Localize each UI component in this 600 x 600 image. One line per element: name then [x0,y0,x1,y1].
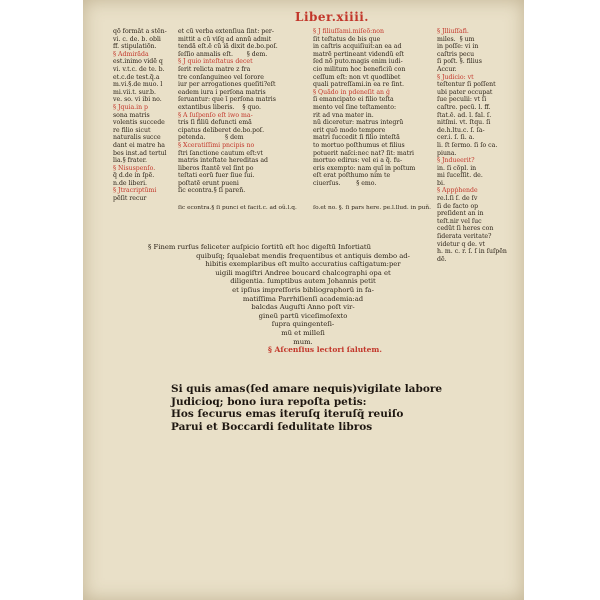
column-line: tendã eſt.ē cũ iã dixit de.bo.poſ. [178,43,278,51]
column-line: cer.i. ſ. ſi. a. [437,134,475,142]
column-line: nitſmi. vt. ſtqu. ſi [437,119,491,127]
colophon-line: hibitis exemplaribus eſt multo accuratius caſtigatum:per [205,260,401,269]
text-column-left [178,28,299,208]
colophon-line: uigili magiſtri Andree boucard chalcographi opa et [215,268,391,277]
column-line: n.de liberi. [113,179,148,187]
verse-line: Parui et Boccardi ſedulitate libros [171,420,373,433]
column-line: mi ſuceſſit. de. [437,172,483,180]
column-line: ſtri ſanctione cautum eſt:vt [178,149,263,157]
column-line: miles. § um [437,35,475,43]
column-line: ſed nõ puto.magis enim iudi- [313,58,403,66]
column-line: volentis succede [113,119,165,127]
gloss-column-left [113,28,175,208]
column-line: § J quio inteſtatus decet [178,58,253,66]
verse-line: Judicioq; bono iura repoſta petis: [171,395,367,408]
running-header: Liber.xiiii. [295,10,369,24]
column-line: petenda. § dem [178,134,244,142]
column-line: de.h.ltu.c. ſ. ſa- [437,126,485,134]
column-line: qõ formāt a stēn- [113,28,167,35]
column-line: poſtatẽ erunt pueni [178,179,239,187]
verse-line: Si quis amas(ſed amare nequis)vigilate labore [171,383,443,395]
column-line: in caſtris acquiſiuit:an ea ad [313,43,402,51]
colophon-line: mũ et milleſi [281,328,325,337]
column-line: iur per arrogationes queſiti?eſt [178,81,276,89]
column-line: teſtentur ſi poſſent [437,81,496,89]
colophon-line: gineũ partũ viceſimoſexto [258,311,348,320]
column-line: liberos ſtantẽ vel ſint po [178,164,254,172]
verse-line: Hos ſecurus emas iteruſq iteruſq̃ reuiſo [171,408,404,420]
column-line: § A ſuſpenſo eſt iwo ma- [178,111,253,119]
column-line: to mortuo poſthumus et filius [313,141,405,149]
column-line: mento vel ſine teſtamento: [313,103,397,111]
column-line: eadem iura i perſona matris [178,88,266,96]
column-line: ciuerſus. § emo. [313,179,377,187]
column-line: pẽſit recur [113,195,147,203]
column-line: § Jlliuſſafi. [437,28,469,35]
column-line: extantibus liberis. § quo. [178,103,261,111]
column-line: dant ei matre ha [113,141,165,149]
column-line: bi. [437,179,445,187]
column-line: § Admirãda [113,50,149,58]
column-line: teſtati eorũ fuer ſiue ſui. [178,172,255,180]
column-line: et.c.de test.q̃.a [113,73,160,81]
column-line: § Jtracriptũmi [113,187,157,195]
column-line: ceſſum eſt: non vt quodlibet [313,73,401,81]
column-line: Accur. [437,65,457,73]
column-line: ff. stipulatiõn. [113,43,157,51]
column-line: teſt.nir vel ſuc [437,217,482,225]
colophon-line: matiſſima Parrhiſienſi academia:ad [242,294,364,303]
column-line: potuerit naſci:nec nat? ſit: matri [313,149,415,157]
book-page [83,0,524,600]
column-line: ſic econtra.§ ſi pareñ. [178,187,246,195]
column-line: caſtre. pecũ. l. ff. [437,103,491,111]
colophon-block [138,243,468,346]
column-line: § Nisuspenſo. [113,164,156,172]
column-line: § Jndueerit? [437,157,475,165]
column-line: re filio sicut [113,126,151,134]
column-line: matrẽ pertineant videndũ eſt [313,50,404,58]
column-line: preſident an in [437,210,484,218]
column-line: nũ diceretur: matrus integrũ [313,119,404,127]
column-footer-right: ſo.et no. §. ſi pars here. pe.l.llud. in puñ. [313,205,431,211]
colophon-line: § Finem rurſus feliceter auſpicio ſortitũ eſt hoc digeſtũ Infortiatũ [148,243,372,251]
column-line: tris ſi filiũ defuncti emã [178,119,252,127]
column-line: cedũt ſi heres con [437,225,494,233]
column-line: naturalis succe [113,134,161,142]
column-line: tre conſanguineo vel ſorore [178,73,264,81]
column-line: li. ſt ſermo. ſi ſo ca. [437,141,498,149]
column-line: lia.§ frater. [113,157,148,165]
column-line: ſiderata veritate? [437,233,492,241]
column-line: matri ſuccedit ſi filio inteſtã [313,134,400,142]
column-line: et cũ verba extenſiua ſint: per- [178,28,274,35]
column-line: eris exempto: nam quĩ in poſtum [313,164,416,172]
column-line: cipatus deliberet de.bo.poſ. [178,126,265,134]
column-line: matris inteſtate hereditas ad [178,157,268,165]
column-line: cio militum hoc beneficiũ con [313,65,406,73]
column-line: re.l.ſi ſ. de ſv [437,195,478,203]
colophon-line: mum. [293,337,313,346]
column-line: bes inst.ad tertul [113,149,167,157]
column-line: ſue peculii: vt ſi [437,96,487,104]
column-line: ſtat.ē. ad. l. fal. ſ. [437,111,492,119]
column-line: § Appṗhende [437,187,478,195]
column-line: ſit teſtatus de bis que [313,35,381,43]
column-line: mittit a cũ viſq ad annũ admit [178,35,272,43]
column-line: § J filiuſſami.miſeõ:non [313,28,384,35]
column-line: ve. so. vi ibi no. [113,96,162,104]
column-line: q̃ d.de in ſpẽ. [113,172,155,180]
column-line: caſtris pecu [437,50,475,58]
column-line: ſi emancipato ei filio teſta [313,96,394,104]
verse-block [171,383,501,433]
column-line: est.inimo vidẽ q [113,58,163,66]
column-line: piuna. [437,149,457,157]
text-column-right [313,28,436,208]
colophon-line: diligentia. ſumptibus autem Johannis petit [230,277,376,286]
gloss-column-right [437,28,517,263]
column-line: ſeſſio anmalis eſt. § dem. [178,50,268,58]
column-line: m.vi.§.de muo. l [113,81,163,89]
column-line: in poſſe: vi in [437,43,479,51]
colophon-line: et ipſius impreſſoris bibliographorũ in fa- [232,285,374,294]
column-footer-left: ſic econtra.§ ſi punci et facit.c. ad oũ.l.q. [178,205,297,211]
column-line: ſerit relicta matre z fra [178,65,251,73]
column-line: erit quõ modo tempore [313,126,386,134]
colophon-line: balcdas Auguſti Anno poſt vir- [251,303,355,312]
column-line: § Judicio: vt [437,73,474,81]
colophon-line: quibuſq; ſqualebat mendis frequentibus et antiquis dembo ad- [196,251,410,260]
column-line: quali patreſſami.in ea re ſint. [313,81,404,89]
column-line: mortuo edirus: vel ei a q̃. fu- [313,157,403,165]
column-line: § Jquia.in p [113,103,149,111]
column-line: h. m. c. r. ſ. ſ in ſuſpẽn [437,248,507,256]
column-line: videtur q de. vt [437,240,485,248]
column-line: vi. v.t.c. de te. b. [113,65,165,73]
column-line: § Xceratiſſimi pncipis no [178,141,255,149]
column-line: ſeruantur: que ī perſona matris [178,96,276,104]
column-line: in. ſi cõpl. in [437,164,477,172]
column-line: vi. c. de. b. obli [113,35,161,43]
column-line: eſt erat poſthumo nim te [313,172,391,180]
column-line: sona matris [113,111,150,119]
colophon-line: ſupra quingenteſi- [271,320,335,329]
column-line: ſi de facto op [437,202,479,210]
ascensius-heading: § Aſcenſius lectori ſalutem. [268,345,382,354]
column-line: ſi poſt. §. filius [437,58,482,66]
column-line: § Quãdo in pdeneſit an ǵ [313,88,390,96]
column-line: ubi pater occupat [437,88,493,96]
column-line: mi.vii.t. sur.b. [113,88,156,96]
column-line: dẽ. [437,255,447,263]
column-line: rit ad vna mater in. [313,111,374,119]
